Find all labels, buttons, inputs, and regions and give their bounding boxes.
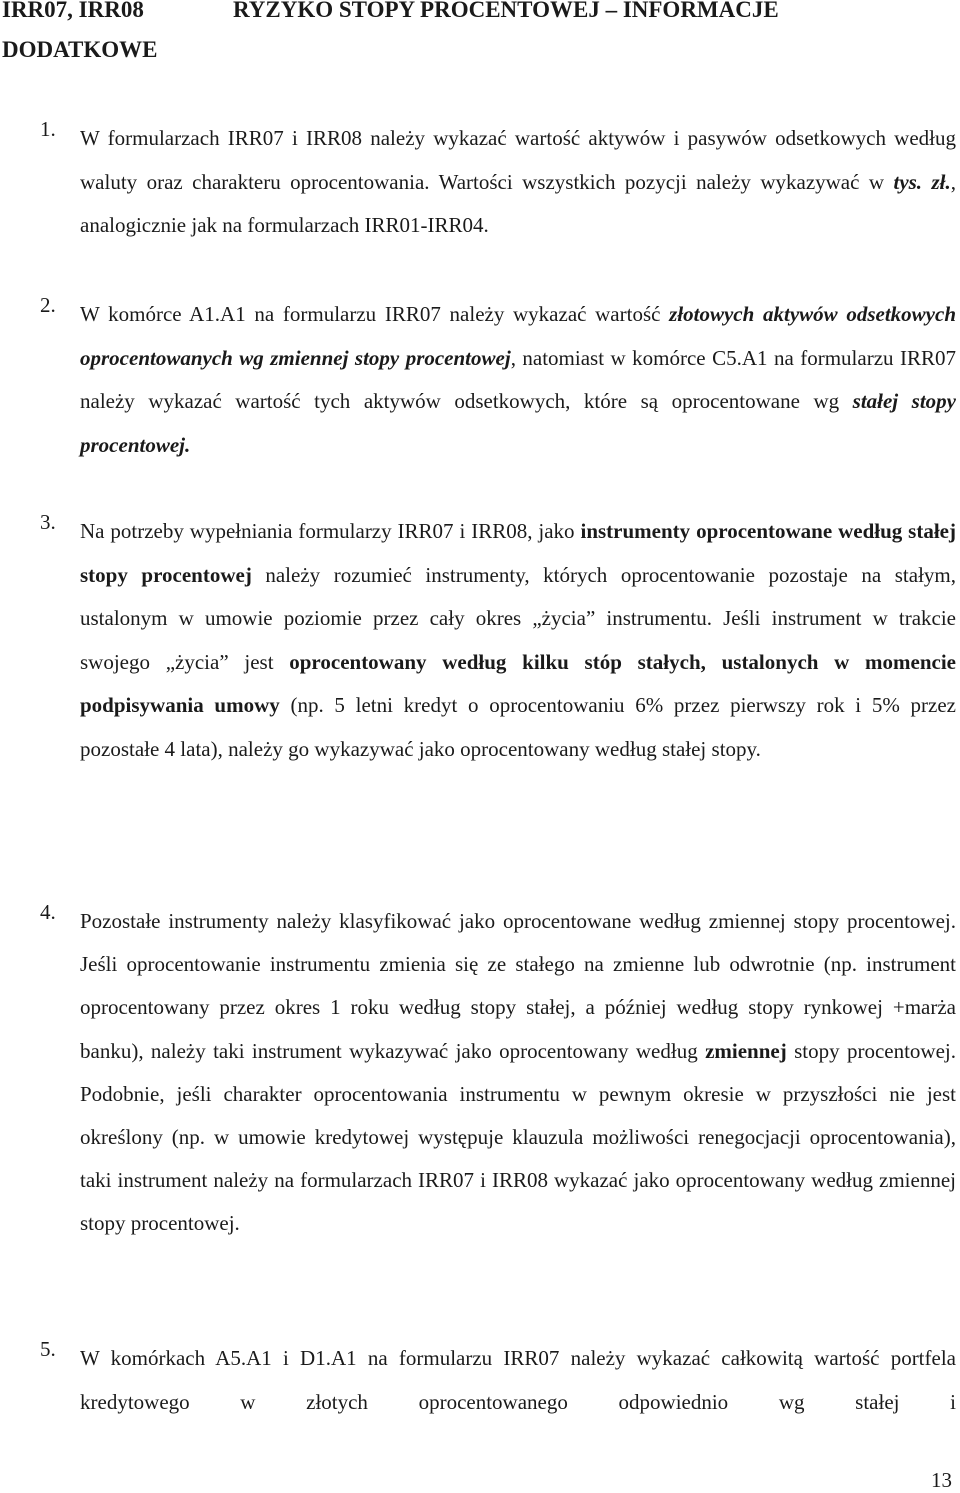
text-run: W formularzach IRR07 i IRR08 należy wykazać wartość aktywów i pasywów odsetkowych według waluty oraz charakteru oprocentowania. Wartości wszystkich pozycji należy wykazywać w [80, 126, 956, 194]
text-run: Na potrzeby wypełniania formularzy IRR07 i IRR08, jako [80, 519, 581, 543]
text-run: Pozostałe instrumenty należy klasyfikować jako oprocentowane według zmiennej stopy procentowej. Jeśli oprocentowanie instrumentu zmienia się ze stałego na zmienne lub odwrotnie (np. instrument oprocentowany przez okres 1 roku według stopy stałej, a później według stopy rynkowej +marża banku), należy taki instrument wykazywać jako oprocentowany według [80, 909, 956, 1063]
header-additional: DODATKOWE [2, 37, 158, 62]
list-item-text [80, 900, 956, 1246]
list-item-text [80, 510, 956, 771]
emphasis-fixed-instruments: instrumenty oprocentowane według stałej stopy procentowej [80, 519, 956, 587]
list-item-number: 1. [40, 117, 56, 141]
emphasis-units: tys. zł. [893, 169, 951, 194]
list-item-text [80, 1337, 956, 1424]
list-item-text [80, 293, 956, 467]
emphasis-variable: zmiennej [705, 1038, 787, 1063]
text-run: należy rozumieć instrumenty, których oprocentowanie pozostaje na stałym, ustalonym w umowie poziomie przez cały okres „życia” instrumentu. Jeśli instrument w trakcie swojego „życia” jest [80, 562, 956, 674]
emphasis-fixed-rate: stałej stopy procentowej. [80, 389, 956, 457]
page-number: 13 [931, 1468, 952, 1492]
text-run: stopy procentowej. Podobnie, jeśli charakter oprocentowania instrumentu w pewnym okresie w przyszłości nie jest określony (np. w umowie kredytowej występuje klauzula możliwości renegocjacji oprocentowania), taki instrument należy na formularzach IRR07 i IRR08 wykazać jako oprocentowany według zmiennej stopy procentowej. [80, 1038, 956, 1236]
header-title: RYZYKO STOPY PROCENTOWEJ – INFORMACJE [233, 0, 779, 22]
text-run: (np. 5 letni kredyt o oprocentowaniu 6% przez pierwszy rok i 5% przez pozostałe 4 lata), należy go wykazywać jako oprocentowany według stałej stopy. [80, 693, 957, 761]
list-item-number: 2. [40, 293, 56, 317]
emphasis-variable-rate: złotowych aktywów odsetkowych oprocentowanych wg zmiennej stopy procentowej [80, 302, 956, 370]
list-item-number: 5. [40, 1337, 56, 1361]
text-run: W komórce A1.A1 na formularzu IRR07 należy wykazać wartość [80, 302, 670, 326]
list-item-text [80, 117, 956, 248]
header-form-codes: IRR07, IRR08 [2, 0, 144, 22]
text-run: W komórkach A5.A1 i D1.A1 na formularzu IRR07 należy wykazać całkowitą wartość portfela kredytowego w złotych oprocentowanego odpowiednio wg stałej i [80, 1346, 956, 1414]
text-run: , analogicznie jak na formularzach IRR01-IRR04. [80, 169, 956, 237]
list-item-number: 3. [40, 510, 56, 534]
emphasis-multiple-fixed-rates: oprocentowany według kilku stóp stałych, ustalonych w momencie podpisywania umowy [80, 649, 957, 717]
text-run: , natomiast w komórce C5.A1 na formularzu IRR07 należy wykazać wartość tych aktywów odsetkowych, które są oprocentowane wg [80, 345, 956, 413]
list-item-number: 4. [40, 900, 56, 924]
